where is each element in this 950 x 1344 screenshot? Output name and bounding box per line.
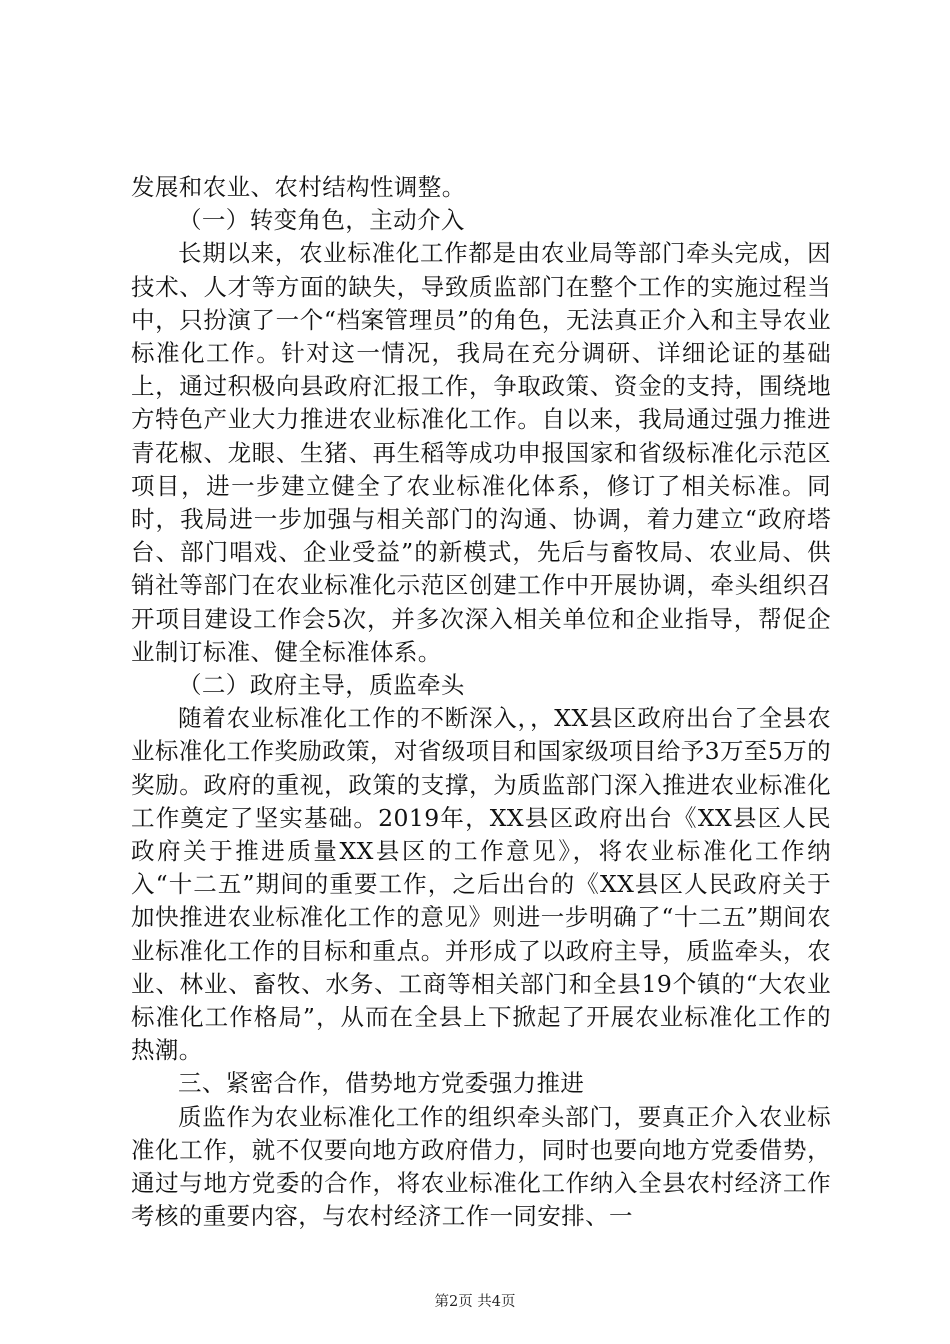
- page-number-footer: 第2页 共4页: [434, 1294, 516, 1310]
- body-paragraph-3: 质监作为农业标准化工作的组织牵头部门，要真正介入农业标准化工作，就不仅要向地方政府借力，同时也要向地方党委借势，通过与地方党委的合作，将农业标准化工作纳入全县农村经济工作考核的重要内容，与农村经济工作一同安排、一: [131, 1102, 831, 1231]
- section-heading-3: 三、紧密合作，借势地方党委强力推进: [178, 1069, 585, 1098]
- body-paragraph-1: 长期以来，农业标准化工作都是由农业局等部门牵头完成，因技术、人才等方面的缺失，导致质监部门在整个工作的实施过程当中，只扮演了一个“档案管理员”的角色，无法真正介入和主导农业标准化工作。针对这一情况，我局在充分调研、详细论证的基础上，通过积极向县政府汇报工作，争取政策、资金的支持，围绕地方特色产业大力推进农业标准化工作。自以来，我局通过强力推进青花椒、龙眼、生猪、再生稻等成功申报国家和省级标准化示范区项目，进一步建立健全了农业标准化体系，修订了相关标准。同时，我局进一步加强与相关部门的沟通、协调，着力建立“政府塔台、部门唱戏、企业受益”的新模式，先后与畜牧局、农业局、供销社等部门在农业标准化示范区创建工作中开展协调，牵头组织召开项目建设工作会5次，并多次深入相关单位和企业指导，帮促企业制订标准、健全标准体系。: [131, 239, 831, 666]
- section-heading-2: （二）政府主导，质监牵头: [178, 671, 465, 700]
- paragraph-continuation: 发展和农业、农村结构性调整。: [131, 173, 466, 201]
- body-paragraph-2: 随着农业标准化工作的不断深入，，XX县区政府出台了全县农业标准化工作奖励政策，对省级项目和国家级项目给予3万至5万的奖励。政府的重视，政策的支撑，为质监部门深入推进农业标准化工作奠定了坚实基础。2019年，XX县区政府出台《XX县区人民政府关于推进质量XX县区的工作意见》，将农业标准化工作纳入“十二五”期间的重要工作，之后出台的《XX县区人民政府关于加快推进农业标准化工作的意见》则进一步明确了“十二五”期间农业标准化工作的目标和重点。并形成了以政府主导，质监牵头，农业、林业、畜牧、水务、工商等相关部门和全县19个镇的“大农业标准化工作格局”，从而在全县上下掀起了开展农业标准化工作的热潮。: [131, 704, 831, 1065]
- section-heading-1: （一）转变角色，主动介入: [178, 206, 465, 235]
- document-body: [131, 171, 831, 1234]
